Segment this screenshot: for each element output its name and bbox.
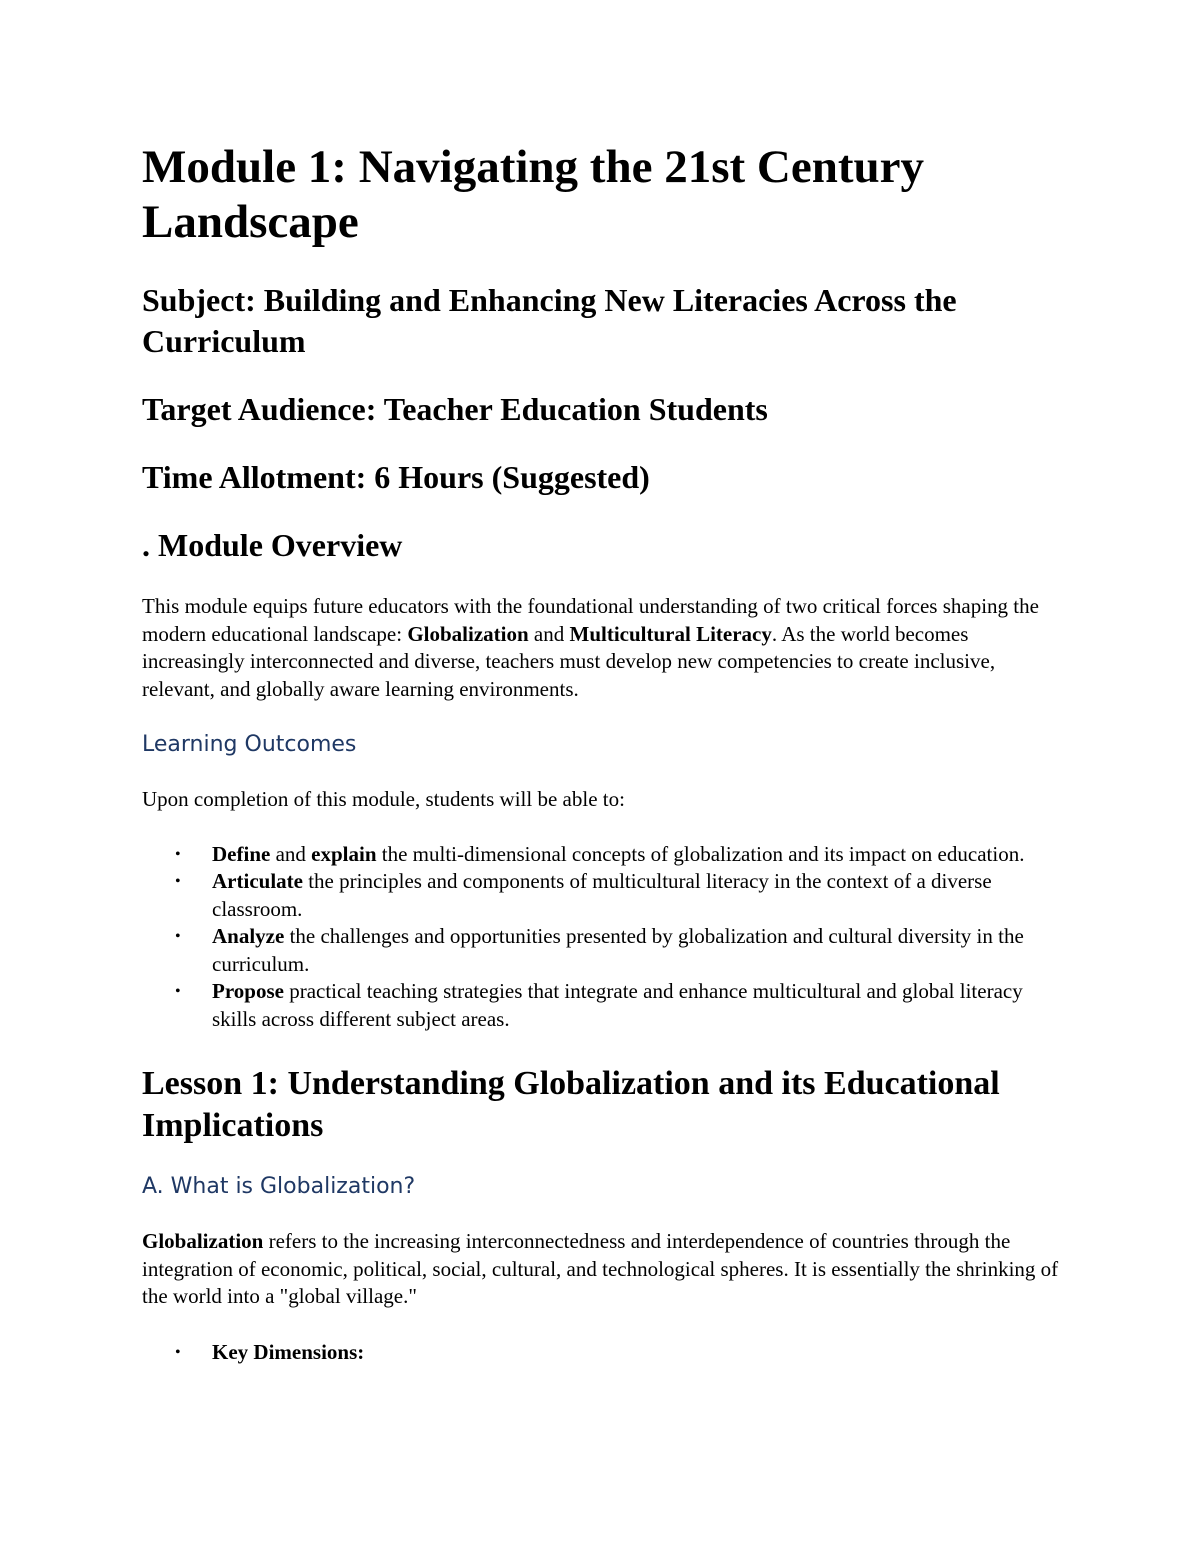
- page-title: Module 1: Navigating the 21st Century Landscape: [142, 141, 924, 248]
- key-dimensions-label: Key Dimensions:: [212, 1339, 365, 1364]
- outcome-text: the challenges and opportunities presented by globalization and cultural diversity in the curriculum.: [212, 924, 1024, 976]
- globalization-text: refers to the increasing interconnectedness and interdependence of countries through the integration of economic, political, social, cultural, and technological spheres. It is essentially the shrinking of the world into a "global village.": [142, 1229, 1059, 1308]
- list-item: [142, 868, 1062, 923]
- lesson-1-heading: Lesson 1: Understanding Globalization and its Educational Implications: [142, 1065, 1000, 1144]
- overview-text-1: This module equips future educators with the foundational understanding of two critical forces shaping the modern educational landscape:: [142, 594, 1039, 646]
- bullet-icon: •: [175, 1343, 181, 1361]
- outcome-text: the principles and components of multicultural literacy in the context of a diverse classroom.: [212, 869, 992, 921]
- list-item: [142, 923, 1062, 978]
- outcome-text: the multi-dimensional concepts of globalization and its impact on education.: [376, 841, 1025, 866]
- bullet-icon: •: [175, 983, 181, 1000]
- overview-text-2: and: [528, 621, 570, 646]
- learning-outcomes-heading: Learning Outcomes: [142, 732, 357, 757]
- bullet-icon: •: [175, 873, 181, 890]
- time-allotment-heading: Time Allotment: 6 Hours (Suggested): [142, 459, 650, 495]
- outcome-text: practical teaching strategies that integrate and enhance multicultural and global literacy skills across different subject areas.: [212, 979, 1023, 1031]
- outcomes-intro: Upon completion of this module, students will be able to:: [142, 787, 625, 811]
- overview-bold-globalization: Globalization: [407, 621, 529, 646]
- outcome-verb: explain: [311, 841, 377, 866]
- outcomes-list: [142, 841, 1062, 1034]
- list-item: [142, 841, 1062, 869]
- key-dimensions-list: [142, 1339, 1062, 1367]
- list-item: [142, 1339, 1062, 1367]
- globalization-paragraph: [142, 1228, 1062, 1311]
- bullet-icon: •: [175, 845, 181, 863]
- document-page: [142, 140, 1062, 1396]
- outcome-verb: Propose: [212, 979, 284, 1003]
- outcome-verb: Analyze: [212, 924, 285, 948]
- list-item: [142, 978, 1062, 1033]
- outcome-verb: Define: [212, 841, 271, 866]
- overview-bold-multicultural: Multicultural Literacy: [569, 621, 772, 646]
- bullet-icon: •: [175, 928, 181, 945]
- subject-heading: Subject: Building and Enhancing New Literacies Across the Curriculum: [142, 282, 957, 359]
- outcome-text: and: [270, 841, 312, 866]
- what-is-globalization-heading: A. What is Globalization?: [142, 1174, 416, 1199]
- overview-text-3: . As the world becomes increasingly interconnected and diverse, teachers must develop new competencies to create inclusive, relevant, and globally aware learning environments.: [142, 621, 996, 701]
- overview-paragraph: [142, 593, 1062, 703]
- audience-heading: Target Audience: Teacher Education Students: [142, 391, 768, 427]
- module-overview-heading: . Module Overview: [142, 527, 403, 563]
- globalization-bold: Globalization: [142, 1229, 264, 1253]
- outcome-verb: Articulate: [212, 869, 303, 893]
